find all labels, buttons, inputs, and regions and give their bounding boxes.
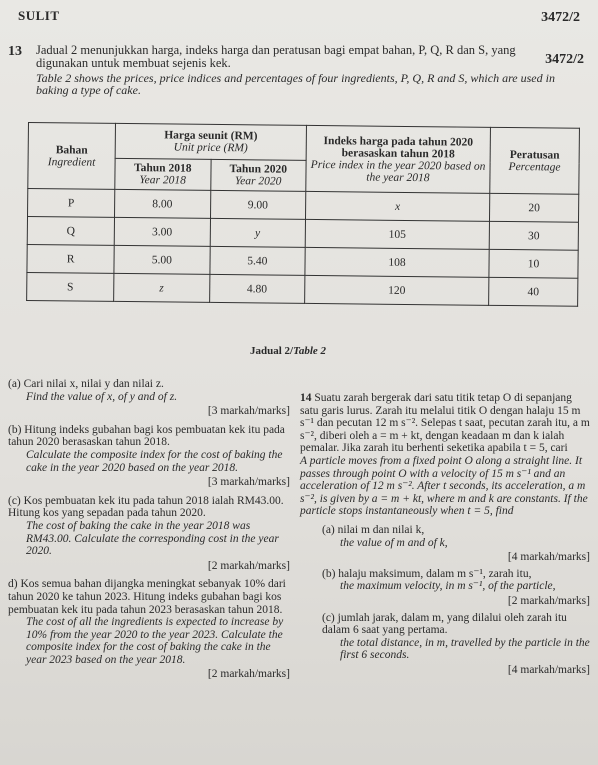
cell-index: 120 <box>305 275 489 305</box>
q13a-english: Find the value of x, of y and of z. <box>26 390 178 403</box>
header-2020-en: Year 2020 <box>234 175 282 188</box>
q13d-marks: [2 markah/marks] <box>207 668 290 681</box>
q13-part-a <box>8 378 290 418</box>
header-2018-ms: Tahun 2018 <box>133 162 192 175</box>
q13c-malay: Kos pembuatan kek itu pada tahun 2018 ialah RM43.00. Hitung kos yang sepadan pada tahun 2020. <box>8 494 284 520</box>
header-unit-price <box>115 123 306 160</box>
header-ingredient-ms: Bahan <box>55 143 88 157</box>
header-pct-ms: Peratusan <box>509 148 560 162</box>
cell-ingredient: S <box>27 272 114 301</box>
header-year-2020 <box>210 159 306 191</box>
q13c-marks: [2 markah/marks] <box>207 559 290 572</box>
q13-part-c <box>8 495 290 573</box>
q13c-label: (c) <box>8 494 21 507</box>
q13b-marks: [3 markah/marks] <box>207 476 290 489</box>
cell-price-2018: 8.00 <box>115 189 211 218</box>
cell-ingredient: R <box>27 244 114 273</box>
cell-price-2020: 5.40 <box>209 246 305 275</box>
cell-price-2020: y <box>210 218 306 247</box>
cell-index: x <box>305 191 489 221</box>
q14b-malay: halaju maksimum, dalam m s⁻¹, zarah itu, <box>338 567 532 580</box>
q13a-label: (a) <box>8 378 21 390</box>
q13b-malay: Hitung indeks gubahan bagi kos pembuatan kek itu pada tahun 2020 berasaskan tahun 2018. <box>8 423 285 449</box>
q14c-marks: [4 markah/marks] <box>507 663 590 676</box>
q14-part-c <box>300 612 590 677</box>
header-ingredient <box>28 123 116 190</box>
q14-part-a <box>300 524 590 564</box>
q14-intro <box>300 392 590 518</box>
header-year-2018 <box>115 158 211 190</box>
header-pct-en: Percentage <box>508 160 561 174</box>
q13a-marks: [3 markah/marks] <box>207 405 290 418</box>
q13d-malay: Kos semua bahan dijangka meningkat sebanyak 10% dari tahun 2020 ke tahun 2023. Hitung indeks gubahan bagi kos pembuatan kek itu pada tahun 2023 berasaskan tahun 2018. <box>8 578 286 616</box>
q14a-malay: nilai m dan nilai k, <box>337 523 425 536</box>
q13b-english: Calculate the composite index for the cost of baking the cake in the year 2020 based on the year 2018. <box>26 448 283 474</box>
cell-percentage: 30 <box>489 221 578 250</box>
header-ingredient-en: Ingredient <box>47 155 96 169</box>
q14-intro-malay: Suatu zarah bergerak dari satu titik tetap O di sepanjang satu garis lurus. Zarah itu melalui titik O dengan halaju 15 m s⁻¹ dan pecutan 12 m s⁻². Selepas t saat, pecutan zarah itu, a m s⁻², diberi oleh a = m + kt, dengan keadaan m dan k ialah pemalar. Jika zarah itu berhenti seketika apabila t = 5, cari <box>300 392 590 455</box>
q14a-label: (a) <box>322 523 335 536</box>
question-13-intro-malay: Jadual 2 menunjukkan harga, indeks harga dan peratusan bagi empat bahan, P, Q, R dan S, yang digunakan untuk membuat sejenis kek. <box>36 43 516 70</box>
q13-part-d <box>8 578 290 681</box>
cell-price-2018: 3.00 <box>114 217 210 246</box>
q13b-label: (b) <box>8 423 22 436</box>
q13c-english: The cost of baking the cake in the year 2018 was RM43.00. Calculate the corresponding cost in the year 2020. <box>26 519 279 558</box>
caption-ms: Jadual 2 <box>250 345 291 357</box>
header-index-ms: Indeks harga pada tahun 2020 berasaskan tahun 2018 <box>323 134 474 160</box>
header-2020-ms: Tahun 2020 <box>229 163 288 176</box>
caption-en: Table 2 <box>293 345 327 357</box>
question-paper-code: 3472/2 <box>545 52 584 67</box>
cell-index: 105 <box>305 219 489 249</box>
q14c-english: the total distance, in m, travelled by the particle in the first 6 seconds. <box>340 636 590 662</box>
q14-part-b <box>300 568 590 608</box>
header-index-en: Price index in the year 2020 based on the year 2018 <box>310 158 486 184</box>
cell-percentage: 20 <box>489 193 578 222</box>
header-percentage <box>490 127 580 194</box>
q13-part-b <box>8 424 290 489</box>
cell-price-2018: z <box>114 273 210 302</box>
question-14-number: 14 <box>300 392 312 404</box>
q13a-malay: Cari nilai x, nilai y dan nilai z. <box>23 378 164 390</box>
table-row <box>27 272 578 306</box>
cell-price-2020: 4.80 <box>209 274 305 303</box>
q14a-english: the value of m and of k, <box>340 536 448 549</box>
q13d-label: d) <box>8 578 18 591</box>
cell-price-2018: 5.00 <box>114 245 210 274</box>
header-sulit: SULIT <box>18 8 60 23</box>
question-13-number: 13 <box>8 44 22 59</box>
header-price-ms: Harga seunit (RM) <box>164 129 258 143</box>
table-caption: Jadual 2/Table 2 <box>250 345 327 357</box>
cell-ingredient: Q <box>27 217 114 246</box>
cell-price-2020: 9.00 <box>210 190 306 219</box>
question-13-intro-english: Table 2 shows the prices, price indices and percentages of four ingredients, P, Q, R and S, which are used in baking a type of cake. <box>36 71 555 97</box>
q14b-marks: [2 markah/marks] <box>507 594 590 607</box>
q14c-malay: jumlah jarak, dalam m, yang dilalui oleh zarah itu dalam 6 saat yang pertama. <box>322 611 567 637</box>
q14b-english: the maximum velocity, in m s⁻¹, of the particle, <box>340 580 556 593</box>
q14a-marks: [4 markah/marks] <box>507 551 590 564</box>
header-price-en: Unit price (RM) <box>173 141 248 155</box>
header-paper-code: 3472/2 <box>541 10 580 25</box>
cell-index: 108 <box>305 247 489 277</box>
q14c-label: (c) <box>322 611 335 624</box>
question-14 <box>300 392 590 680</box>
cell-percentage: 10 <box>489 249 578 278</box>
q14b-label: (b) <box>322 567 336 580</box>
cell-ingredient: P <box>28 189 115 218</box>
header-price-index <box>306 125 491 193</box>
question-13-parts <box>8 378 290 687</box>
price-index-table <box>26 122 580 307</box>
cell-percentage: 40 <box>489 277 578 306</box>
q13d-english: The cost of all the ingredients is expected to increase by 10% from the year 2020 to the year 2023. Calculate the composite index for the cost of baking the cake in the year 2023 based on the year 2018. <box>26 616 284 666</box>
q14-intro-english: A particle moves from a fixed point O along a straight line. It passes through point O with a velocity of 15 m s⁻¹ and an acceleration of 12 m s⁻². After t seconds, its acceleration, a m s⁻², is given by a = m + kt, where m and k are constants. If the particle stops instantaneously when t = 5, find <box>300 454 588 518</box>
header-2018-en: Year 2018 <box>139 174 186 187</box>
